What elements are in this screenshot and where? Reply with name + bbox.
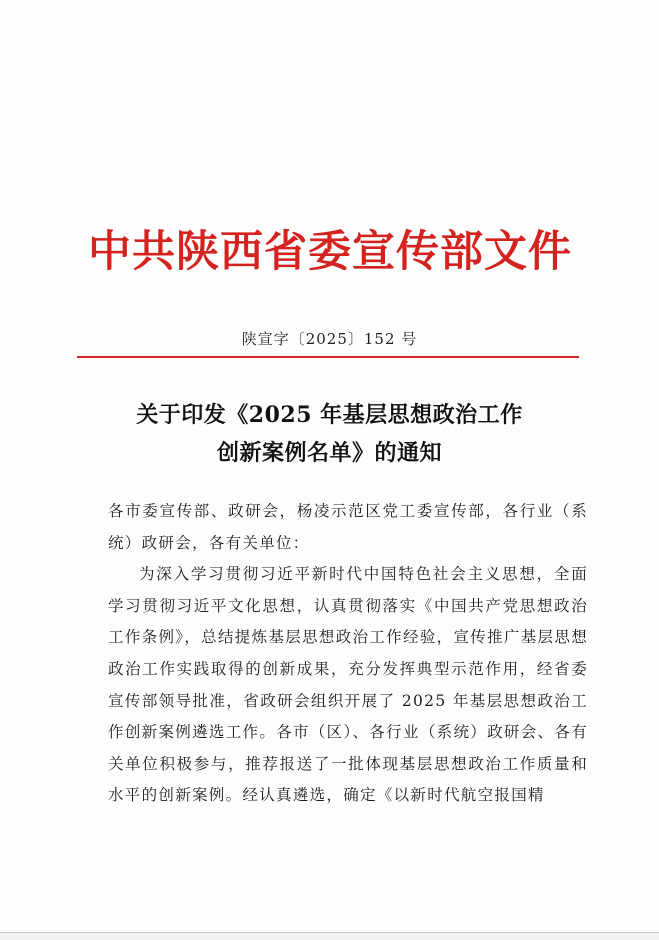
document-title: [60, 396, 599, 472]
document-number: 陕宣字〔2025〕152 号: [241, 330, 418, 348]
title-line-2: 创新案例名单》的通知: [216, 440, 442, 466]
salutation: 各市委宣传部、政研会，杨凌示范区党工委宣传部，各行业（系统）政研会，各有关单位：: [108, 502, 588, 552]
document-body: [108, 496, 588, 812]
title-line-1: 关于印发《2025 年基层思想政治工作: [136, 402, 523, 428]
red-divider-line: [77, 356, 579, 358]
document-masthead: 中共陕西省委宣传部文件: [88, 227, 572, 277]
body-paragraph: 为深入学习贯彻习近平新时代中国特色社会主义思想，全面学习贯彻习近平文化思想，认真贯彻落实《中国共产党思想政治工作条例》，总结提炼基层思想政治工作经验，宣传推广基层思想政治工作实践取得的创新成果，充分发挥典型示范作用，经省委宣传部领导批准，省政研会组织开展了 2025 年基层思想政治工作创新案例遴选工作。各市（区）、各行业（系统）政研会、各有关单位积极参与，推荐报送了一批体现基层思想政治工作质量和水平的创新案例。经认真遴选，确定《以新时代航空报国精: [108, 565, 588, 805]
